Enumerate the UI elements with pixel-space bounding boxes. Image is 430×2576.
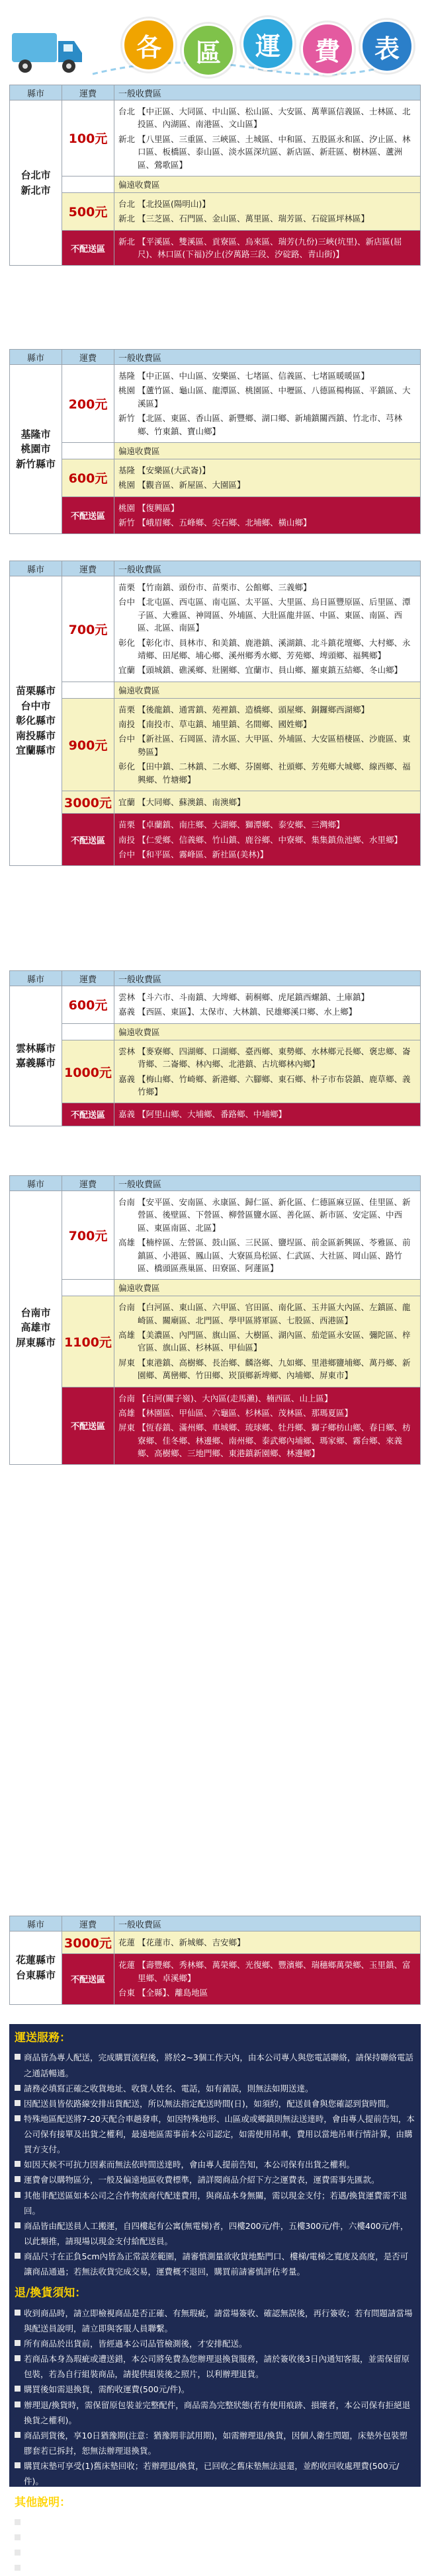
city-name: 台東縣市 (15, 1969, 56, 1981)
location-row (118, 596, 416, 634)
note-text: 商品皆為專人配送，完成購買流程後，將於2~3個工作天內，由本公司專人與您電話聯絡，請保持聯絡電話之通話暢通。 (24, 2052, 413, 2078)
bullet-icon (15, 2550, 21, 2556)
location-name: 屏東 (118, 1423, 136, 1433)
city-cell (10, 1932, 62, 2005)
location-districts: 【恆春鎮、滿州鄉、車城鄉、琉球鄉、牡丹鄉、獅子鄉枋山鄉、春日鄉、枋寮鄉、佳冬鄉、林邊鄉、南州鄉、泰武鄉內埔鄉、瑪家鄉、霧台鄉、來義鄉、高樹鄉、三地門鄉、東港鎮新園鄉、林邊鄉】 (138, 1423, 411, 1458)
location-districts: 【中正區、大同區、中山區、松山區、大安區、萬華區信義區、士林區、北投區、內湖區、南港區、文山區】 (138, 106, 411, 130)
location-name: 高雄 (118, 1407, 136, 1418)
location-row (118, 502, 416, 514)
returns-list (9, 2306, 421, 2489)
location-row (118, 1936, 416, 1949)
extra-fee: 3000元 (62, 791, 114, 813)
location-districts: 【北區、東區、香山區、新豐鄉、湖口鄉、新埔鎮關西鎮、竹北市、芎林鄉、竹東鎮、寶山鄉】 (138, 413, 403, 436)
location-row (118, 834, 416, 846)
title-char: 區 (182, 24, 235, 77)
location-districts: 【竹南鎮、頭份市、苗栗市、公館鄉、三義鄉】 (138, 582, 312, 592)
location-row (118, 479, 416, 491)
note-item (9, 2306, 421, 2336)
location-row (118, 760, 416, 786)
location-row (118, 1392, 416, 1405)
bullet-icon (15, 2253, 21, 2259)
location-districts: 【卓蘭鎮、南庄鄉、大湖鄉、獅潭鄉、泰安鄉、三灣鄉】 (138, 820, 345, 830)
location-name: 雲林 (118, 1046, 136, 1056)
note-item (9, 2188, 421, 2218)
remote-fee-spacer (62, 1023, 114, 1040)
note-item (9, 2336, 421, 2351)
location-row (118, 818, 416, 831)
note-item (9, 2546, 421, 2561)
location-row (118, 1005, 416, 1018)
header-fee: 運費 (62, 1916, 114, 1932)
note-item (9, 2458, 421, 2489)
location-name: 台南 (118, 1197, 136, 1207)
location-districts: 【平溪區、雙溪區、貢寮區、烏來區、瑞芳(九份)三峽(坑里)、新店區(屈尺)、林口區(下福)汐止(汐萬路三段、汐碇路、青山街)】 (138, 236, 402, 259)
note-text: 本公司只配送台東縣商品，無代客搬運及組裝之服務(除床墊外)，可請所在地環保單位協助。 (24, 2548, 361, 2558)
city-name: 台北市 (21, 169, 51, 182)
location-districts: 【林園區、甲仙區、六龜區、杉林區、茂林區、那瑪夏區】 (138, 1407, 353, 1418)
note-text: 因配送員皆依路線安排出貨配送，所以無法指定配送時間(日)，如須約，配送員會與您確認到貨時間。 (24, 2098, 394, 2109)
restricted-label: 不配送區 (62, 496, 114, 534)
header-area: 一般收費區 (114, 971, 421, 986)
location-row (118, 703, 416, 716)
header-city: 縣市 (10, 350, 62, 365)
bullet-icon (15, 2519, 21, 2525)
location-name: 新北 (118, 134, 136, 144)
remote-fee: 1100元 (62, 1296, 114, 1387)
header-city: 縣市 (10, 1176, 62, 1191)
location-name: 桃園 (118, 502, 136, 513)
bullet-icon (15, 2534, 21, 2540)
location-row (118, 464, 416, 477)
location-name: 高雄 (118, 1237, 136, 1248)
location-name: 宜蘭 (118, 797, 136, 807)
general-fee: 600元 (62, 986, 114, 1024)
remote-label: 偏遠收費區 (114, 176, 421, 192)
location-name: 台中 (118, 734, 136, 744)
note-text: 購買後如需退換貨，需酌收運費(500元/件)。 (24, 2384, 190, 2395)
location-cell (114, 576, 421, 682)
note-item (9, 2398, 421, 2428)
note-text: 本公司僅提供商品之配送規定，僅以本公司公布之訊息為準。 (24, 2563, 247, 2574)
location-cell (114, 698, 421, 791)
location-cell (114, 100, 421, 176)
location-cell (114, 1387, 421, 1465)
returns-title: 退/換貨須知： (15, 2286, 87, 2300)
note-item (9, 2428, 421, 2458)
location-name: 台北 (118, 106, 136, 116)
location-row (118, 664, 416, 676)
bullet-icon (15, 2401, 21, 2407)
note-text: 商品到貨後，享10日猶豫期(注意：猶豫期非試用期)，如需辦理退/換貨，因個人衛生問題，床墊外包裝塑膠套若已拆封，恕無法辦理退換貨。 (24, 2430, 408, 2456)
header-fee: 運費 (62, 1176, 114, 1191)
location-name: 嘉義 (118, 1109, 136, 1120)
location-cell (114, 814, 421, 866)
note-text: 運費會以購物區分，一般及偏遠地區收費標準，請詳閱商品介紹下方之運費表，運費需事先匯款。 (24, 2175, 380, 2185)
note-text: 所有商品於出貨前，皆經過本公司品管檢測後，才安排配送。 (24, 2339, 247, 2349)
location-districts: 【安平區、安南區、永康區、歸仁區、新化區、仁德區麻豆區、佳里區、新營區、後壁區、下營區、柳營區鹽水區、善化區、新市區、安定區、中西區、東區南區、北區】 (138, 1197, 411, 1233)
bullet-icon (15, 2085, 21, 2091)
location-districts: 【壽豐鄉、秀林鄉、萬榮鄉、光復鄉、豐濱鄉、瑞穗鄉萬榮鄉、玉里鎮、富里鄉、卓溪鄉】 (138, 1960, 411, 1983)
location-districts: 【北投區(陽明山)】 (138, 198, 210, 209)
location-districts: 【白河區、東山區、六甲區、官田區、南化區、玉井區大內區、左鎮區、龍崎區、關廟區、北門區、學甲區將軍區、七股區、西港區】 (138, 1302, 411, 1325)
location-districts: 【觀音區、新屋區、大園區】 (138, 480, 245, 490)
header-city: 縣市 (10, 1916, 62, 1932)
title-char: 各 (122, 19, 175, 71)
shipping-title: 運送服務： (15, 2031, 71, 2045)
location-row (118, 212, 416, 225)
city-name: 基隆市 (21, 428, 51, 440)
location-name: 新竹 (118, 518, 136, 527)
location-cell (114, 1103, 421, 1126)
note-text: 若商品本身為瑕疵或遭送錯，本公司將免費為您辦理退換貨服務，請於簽收後3日內通知客服，並需保留原包裝，若為自行組裝商品，請提供組裝後之照片，以利辦理退貨。 (24, 2354, 409, 2380)
location-cell (114, 1954, 421, 2004)
city-name: 南投縣市 (15, 729, 56, 742)
location-districts: 【後龍鎮、通霄鎮、苑裡鎮、造橋鄉、頭屋鄉、銅鑼鄉西湖鄉】 (138, 704, 370, 715)
location-districts: 【全縣】、離島地區 (138, 1988, 208, 1998)
location-cell (114, 365, 421, 443)
location-districts: 【彰化市、員林市、和美鎮、鹿港鎮、溪湖鎮、北斗鎮花壇鄉、大村鄉、永靖鄉、田尾鄉、埔心鄉、溪州鄉秀水鄉、芳苑鄉、埤頭鄉、福興鄉】 (138, 637, 411, 660)
remote-label: 偏遠收費區 (114, 682, 421, 698)
remote-fee: 1000元 (62, 1040, 114, 1103)
note-item (9, 2351, 421, 2382)
location-districts: 【和平區、霧峰區、新社區(美林)】 (138, 849, 269, 859)
header-area: 一般收費區 (114, 350, 421, 365)
location-row (118, 848, 416, 861)
note-item (9, 2172, 421, 2187)
location-districts: 【峨眉鄉、五峰鄉、尖石鄉、北埔鄉、橫山鄉】 (138, 518, 312, 527)
city-name: 高雄市 (21, 1321, 51, 1334)
location-districts: 【三芝區、石門區、金山區、萬里區、瑞芳區、石碇區坪林區】 (138, 214, 370, 224)
city-name: 宜蘭縣市 (15, 744, 56, 757)
bullet-icon (15, 2310, 21, 2316)
city-name: 新北市 (21, 184, 51, 196)
remote-fee: 500元 (62, 192, 114, 230)
shipping-list (9, 2050, 421, 2279)
city-cell (10, 576, 62, 866)
location-row (118, 198, 416, 210)
region-table (9, 970, 421, 1126)
region-table (9, 1175, 421, 1465)
location-name: 苗栗 (118, 704, 136, 715)
location-row (118, 1196, 416, 1234)
header-fee: 運費 (62, 971, 114, 986)
note-item (9, 2096, 421, 2111)
city-name: 嘉義縣市 (15, 1057, 56, 1070)
location-row (118, 1301, 416, 1327)
location-cell (114, 230, 421, 266)
city-name: 雲林縣市 (15, 1042, 56, 1054)
note-item (9, 2515, 421, 2530)
location-districts: 【東港鎮、高樹鄉、長治鄉、麟洛鄉、九如鄉、里港鄉鹽埔鄉、萬丹鄉、新園鄉、萬巒鄉、竹田鄉、崁頂鄉新埤鄉、內埔鄉、屏東市】 (138, 1357, 411, 1381)
city-cell (10, 986, 62, 1126)
note-item (9, 2157, 421, 2172)
header-fee: 運費 (62, 85, 114, 100)
location-districts: 【新社區、石岡區、清水區、大甲區、外埔區、大安區梧棲區、沙鹿區、東勢區】 (138, 734, 411, 757)
header-city: 縣市 (10, 561, 62, 576)
city-name: 花蓮縣市 (15, 1954, 56, 1967)
location-row (118, 718, 416, 730)
page-title (122, 7, 413, 77)
location-cell (114, 459, 421, 496)
remote-fee-spacer (62, 442, 114, 459)
note-item (9, 2530, 421, 2546)
location-name: 屏東 (118, 1357, 136, 1368)
location-row (118, 1329, 416, 1354)
other-title: 其他說明： (15, 2496, 71, 2510)
note-item (9, 2050, 421, 2080)
remote-label: 偏遠收費區 (114, 442, 421, 459)
bullet-icon (15, 2176, 21, 2182)
header-area: 一般收費區 (114, 1916, 421, 1932)
location-districts: 【西區、東區】、太保市、大林鎮、民雄鄉溪口鄉、水上鄉】 (138, 1007, 357, 1017)
location-name: 新北 (118, 214, 136, 224)
note-item (9, 2561, 421, 2576)
general-fee: 200元 (62, 365, 114, 443)
location-cell (114, 496, 421, 534)
info-panel (9, 2024, 421, 2574)
remote-fee: 900元 (62, 698, 114, 791)
location-districts: 【安樂區(大武崙)】 (138, 465, 210, 475)
note-text: 商品照因拍攝燈光、電腦螢幕設定而有所差異，請以實際收到之商品顏色為準，敬請見諒。 (24, 2517, 355, 2528)
location-name: 花蓮 (118, 1937, 136, 1947)
location-row (118, 1045, 416, 1071)
location-name: 台東 (118, 1988, 136, 1998)
note-text: 其他非配送區如本公司之合作物流商代配達費用，與商品本身無關，需以現金支付；若遇/換貨運費需不退回。 (24, 2190, 408, 2216)
location-name: 台北 (118, 198, 136, 209)
note-item (9, 2081, 421, 2096)
location-cell (114, 1191, 421, 1280)
note-text: 請務必填寫正確之收貨地址、收貨人姓名、電話，如有錯誤，則無法如期送達。 (24, 2083, 314, 2093)
location-cell (114, 791, 421, 813)
general-fee: 700元 (62, 576, 114, 682)
remote-label: 偏遠收費區 (114, 1280, 421, 1296)
location-districts: 【麥寮鄉、四湖鄉、口湖鄉、臺西鄉、東勢鄉、水林鄉元長鄉、褒忠鄉、崙背鄉、二崙鄉、林內鄉、北港鎮、古坑鄉林內鄉】 (138, 1046, 411, 1070)
location-row (118, 581, 416, 594)
location-districts: 【楠梓區、左營區、鼓山區、三民區、鹽埕區、前金區新興區、苓雅區、前鎮區、小港區、鳳山區、大寮區鳥松區、仁武區、大社區、岡山區、路竹區、橋頭區燕巢區、田寮區、阿蓮區】 (138, 1237, 411, 1273)
location-name: 花蓮 (118, 1960, 136, 1971)
bullet-icon (15, 2386, 21, 2392)
location-row (118, 1421, 416, 1460)
note-text: 商品尺寸在正負5cm內皆為正常誤差範圍，請審慎測量欲收貨地點門口、樓梯/電梯之寬度及高度，是否可讓商品通過；若無法收貨完成交易，運費概不退回，購買前請審慎評估考量。 (24, 2251, 409, 2277)
title-char: 表 (361, 20, 413, 73)
general-fee: 700元 (62, 1191, 114, 1280)
location-name: 新北 (118, 236, 136, 247)
location-name: 基隆 (118, 371, 136, 381)
region-table (9, 1916, 421, 2005)
bullet-icon (15, 2161, 21, 2167)
location-row (118, 637, 416, 662)
location-name: 台南 (118, 1302, 136, 1313)
title-char: 費 (301, 22, 354, 75)
location-districts: 【大同鄉、蘇澳鎮、南澳鄉】 (138, 797, 245, 807)
location-row (118, 1108, 416, 1120)
truck-icon (11, 26, 85, 79)
location-name: 彰化 (118, 761, 136, 772)
note-item (9, 2382, 421, 2397)
location-districts: 【中正區、中山區、安樂區、七堵區、信義區、七堵區暖暖區】 (138, 371, 370, 381)
bullet-icon (15, 2222, 21, 2228)
location-row (118, 1959, 416, 1984)
location-row (118, 105, 416, 131)
header-fee: 運費 (62, 350, 114, 365)
header-city: 縣市 (10, 85, 62, 100)
bullet-icon (15, 2565, 21, 2571)
header-area: 一般收費區 (114, 85, 421, 100)
remote-fee: 600元 (62, 459, 114, 496)
header-city: 縣市 (10, 971, 62, 986)
restricted-label: 不配送區 (62, 1954, 114, 2004)
note-text: 購買床墊可享受(1)舊床墊回收；若辦理退/換貨，已回收之舊床墊無法退還，並酌收回收處理費(500元/件)。 (24, 2461, 400, 2487)
note-item (9, 2249, 421, 2279)
extra-fee: 3000元 (62, 1932, 114, 1954)
location-name: 桃園 (118, 480, 136, 490)
other-list (9, 2515, 421, 2576)
location-cell (114, 1040, 421, 1103)
general-fee: 100元 (62, 100, 114, 176)
location-districts: 【梅山鄉、竹崎鄉、新港鄉、六腳鄉、東石鄉、朴子市布袋鎮、鹿草鄉、義竹鄉】 (138, 1073, 411, 1097)
location-name: 台中 (118, 597, 136, 607)
bullet-icon (15, 2432, 21, 2438)
location-districts: 【南投市、草屯鎮、埔里鎮、名間鄉、國姓鄉】 (138, 719, 312, 729)
bullet-icon (15, 2340, 21, 2346)
city-name: 台中市 (21, 699, 51, 712)
note-text: 收到商品時，請立即檢視商品是否正確、有無瑕疵，請當場簽收、確認無誤後，再行簽收；若有問題請當場與配送員說明，請立即與客服人員聯繫。 (24, 2308, 413, 2333)
city-name: 彰化縣市 (15, 715, 56, 727)
location-name: 基隆 (118, 465, 136, 475)
location-name: 苗栗 (118, 582, 136, 592)
restricted-label: 不配送區 (62, 230, 114, 266)
note-item (9, 2111, 421, 2157)
location-districts: 【頭城鎮、礁溪鄉、壯圍鄉、宜蘭市、員山鄉、羅東鎮五結鄉、冬山鄉】 (138, 665, 403, 676)
city-name: 屏東縣市 (15, 1336, 56, 1348)
region-table (9, 561, 421, 866)
city-name: 苗栗縣市 (15, 685, 56, 697)
location-row (118, 1236, 416, 1274)
location-name: 宜蘭 (118, 665, 136, 676)
header-fee: 運費 (62, 561, 114, 576)
location-row (118, 370, 416, 382)
location-cell (114, 986, 421, 1024)
city-cell (10, 1191, 62, 1465)
note-text: 本公司所銷售之商品為傳統國中級以上品質，若任何傳統家具知識，以文案介紹之商品規格為主。 (24, 2532, 380, 2543)
location-cell (114, 1932, 421, 1954)
location-row (118, 133, 416, 171)
city-name: 桃園市 (21, 443, 51, 455)
location-name: 苗栗 (118, 820, 136, 830)
location-row (118, 516, 416, 529)
location-name: 嘉義 (118, 1073, 136, 1084)
city-name: 新竹縣市 (15, 457, 56, 470)
region-table (9, 85, 421, 266)
note-text: 商品皆由配送員人工搬運，自四樓起有公寓(無電梯)者，四樓200元/件，五樓300元/件，六樓400元/件，以此類推，請現場以現金支付給配送員。 (24, 2220, 409, 2246)
restricted-label: 不配送區 (62, 814, 114, 866)
location-name: 新竹 (118, 413, 136, 424)
location-districts: 【阿里山鄉、大埔鄉、番路鄉、中埔鄉】 (138, 1109, 287, 1120)
city-cell (10, 100, 62, 266)
bullet-icon (15, 2192, 21, 2198)
location-name: 台南 (118, 1393, 136, 1403)
restricted-label: 不配送區 (62, 1103, 114, 1126)
location-name: 高雄 (118, 1330, 136, 1340)
location-row (118, 1407, 416, 1419)
city-cell (10, 365, 62, 534)
note-text: 辦理退/換貨時，需保留原包裝並完整配件，商品需為完整狀態(若有使用痕跡、損壞者，本公司保有拒絕退換貨之權利)。 (24, 2400, 411, 2425)
note-item (9, 2218, 421, 2249)
location-row (118, 796, 416, 808)
note-text: 特殊地區配送將7-20天配合車趟發車，如因特殊地形、山區或或鄉鎮則無法送達時，會由專人提前告知，本公司保有接單及出貨之權利，最遠地區需事前本公司認定，如需使用吊車，費用以當地吊車行情計算，由購買方支付。 (24, 2113, 415, 2155)
location-name: 南投 (118, 719, 136, 729)
location-districts: 【美濃區、內門區、旗山區、大樹區、湖內區、茄萣區永安區、彌陀區、梓官區、旗山區、杉林區、甲仙區】 (138, 1330, 411, 1353)
location-districts: 【北屯區、西屯區、南屯區、太平區、大里區、烏日區豐原區、后里區、潭子區、大雅區、神岡區、外埔區、大肚區龍井區、中區、東區、南區、西區、北區、南區】 (138, 597, 411, 633)
location-districts: 【蘆竹區、龜山區、龍潭區、桃園區、中壢區、八德區楊梅區、平鎮區、大溪區】 (138, 385, 411, 409)
location-name: 台中 (118, 849, 136, 859)
location-name: 嘉義 (118, 1007, 136, 1017)
location-name: 雲林 (118, 992, 136, 1002)
region-table (9, 349, 421, 534)
note-text: 如因天候不可抗力因素而無法依時間送達時，會由專人提前告知，本公司保有出貨之權利。 (24, 2160, 355, 2170)
location-districts: 【白河(關子嶺)、大內區(走馬瀨)、楠西區、山上區】 (138, 1393, 333, 1403)
header-area: 一般收費區 (114, 561, 421, 576)
remote-fee-spacer (62, 682, 114, 698)
location-row (118, 1356, 416, 1382)
location-districts: 【花蓮市、新城鄉、吉安鄉】 (138, 1937, 245, 1947)
location-districts: 【斗六市、斗南鎮、大埤鄉、莿桐鄉、虎尾鎮西螺鎮、土庫鎮】 (138, 992, 370, 1002)
header (0, 0, 430, 81)
title-char: 運 (241, 17, 294, 70)
location-row (118, 732, 416, 758)
location-districts: 【八里區、三重區、三峽區、土城區、中和區、五股區永和區、汐止區、林口區、板橋區、泰山區、淡水區深坑區、新店區、新莊區、樹林區、蘆洲區、鶯歌區】 (138, 134, 411, 170)
restricted-label: 不配送區 (62, 1387, 114, 1465)
location-districts: 【仁愛鄉、信義鄉、竹山鎮、鹿谷鄉、中寮鄉、集集鎮魚池鄉、水里鄉】 (138, 834, 403, 845)
location-name: 彰化 (118, 637, 136, 648)
remote-fee-spacer (62, 176, 114, 192)
location-row (118, 991, 416, 1003)
remote-label: 偏遠收費區 (114, 1023, 421, 1040)
header-area: 一般收費區 (114, 1176, 421, 1191)
location-districts: 【復興區】 (138, 502, 179, 513)
bullet-icon (15, 2100, 21, 2106)
bullet-icon (15, 2054, 21, 2060)
bullet-icon (15, 2355, 21, 2361)
location-row (118, 412, 416, 438)
location-cell (114, 192, 421, 230)
location-name: 南投 (118, 834, 136, 845)
bullet-icon (15, 2462, 21, 2468)
remote-fee-spacer (62, 1280, 114, 1296)
location-districts: 【田中鎮、二林鎮、二水鄉、芬園鄉、社頭鄉、芳苑鄉大城鄉、線西鄉、福興鄉、竹塘鄉】 (138, 761, 411, 785)
location-cell (114, 1296, 421, 1387)
location-row (118, 1986, 416, 1999)
location-row (118, 384, 416, 410)
bullet-icon (15, 2115, 21, 2121)
location-name: 桃園 (118, 385, 136, 396)
location-row (118, 235, 416, 261)
location-row (118, 1073, 416, 1099)
city-name: 台南市 (21, 1306, 51, 1319)
